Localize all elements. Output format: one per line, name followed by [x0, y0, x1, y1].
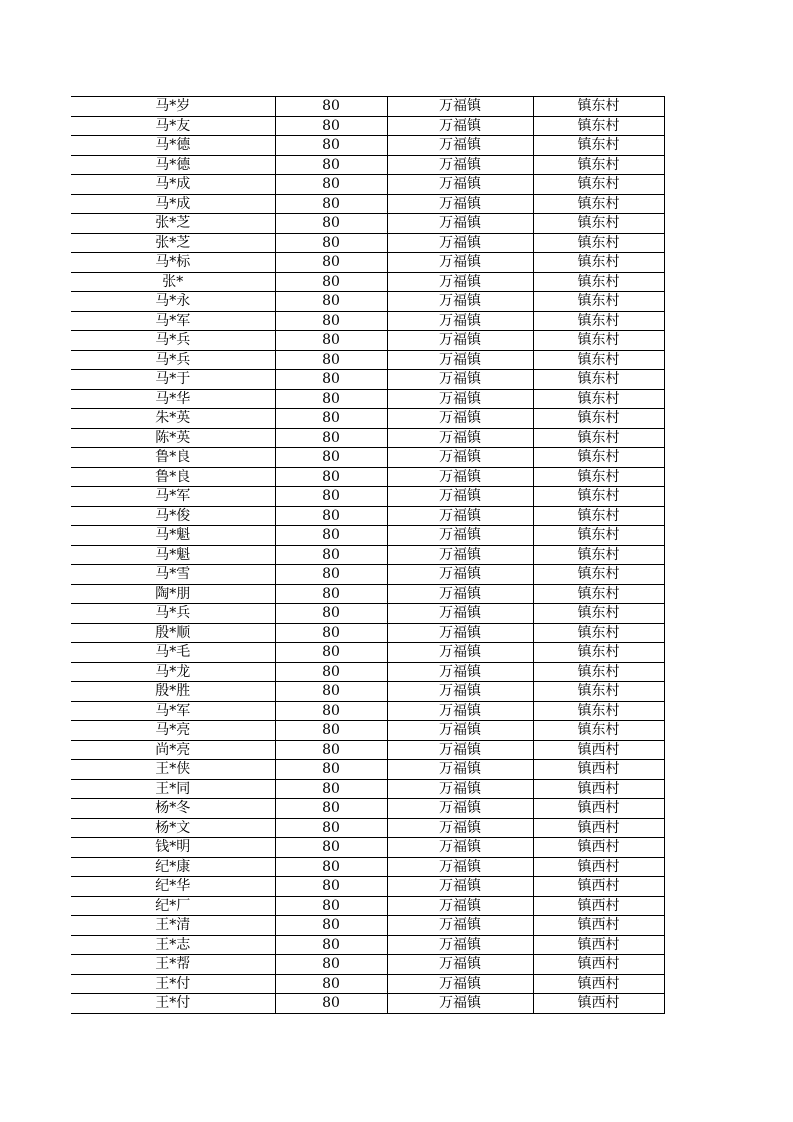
table-row — [71, 604, 664, 624]
amount-cell: 80 — [275, 721, 387, 741]
amount-cell: 80 — [275, 604, 387, 624]
town-cell: 万福镇 — [387, 779, 533, 799]
village-cell: 镇东村 — [533, 292, 664, 312]
table-row — [71, 136, 664, 156]
village-cell: 镇西村 — [533, 994, 664, 1014]
town-cell: 万福镇 — [387, 116, 533, 136]
amount-cell: 80 — [275, 409, 387, 429]
amount-cell: 80 — [275, 779, 387, 799]
village-cell: 镇西村 — [533, 974, 664, 994]
table-row — [71, 409, 664, 429]
table-row — [71, 779, 664, 799]
amount-cell: 80 — [275, 623, 387, 643]
table-row — [71, 194, 664, 214]
table-row — [71, 116, 664, 136]
amount-cell: 80 — [275, 448, 387, 468]
table-row — [71, 643, 664, 663]
village-cell: 镇东村 — [533, 506, 664, 526]
town-cell: 万福镇 — [387, 721, 533, 741]
amount-cell: 80 — [275, 214, 387, 234]
amount-cell: 80 — [275, 116, 387, 136]
town-cell: 万福镇 — [387, 350, 533, 370]
table-row — [71, 253, 664, 273]
amount-cell: 80 — [275, 311, 387, 331]
town-cell: 万福镇 — [387, 331, 533, 351]
table-row — [71, 740, 664, 760]
name-cell: 马*魁 — [71, 545, 275, 565]
table-row — [71, 838, 664, 858]
name-cell: 王*帮 — [71, 955, 275, 975]
village-cell: 镇东村 — [533, 604, 664, 624]
village-cell: 镇东村 — [533, 428, 664, 448]
name-cell: 王*志 — [71, 935, 275, 955]
amount-cell: 80 — [275, 877, 387, 897]
amount-cell: 80 — [275, 857, 387, 877]
name-cell: 马*永 — [71, 292, 275, 312]
name-cell: 朱*英 — [71, 409, 275, 429]
village-cell: 镇东村 — [533, 272, 664, 292]
town-cell: 万福镇 — [387, 214, 533, 234]
town-cell: 万福镇 — [387, 896, 533, 916]
village-cell: 镇东村 — [533, 370, 664, 390]
town-cell: 万福镇 — [387, 701, 533, 721]
name-cell: 钱*明 — [71, 838, 275, 858]
amount-cell: 80 — [275, 896, 387, 916]
amount-cell: 80 — [275, 272, 387, 292]
roster-table — [71, 96, 665, 1014]
village-cell: 镇东村 — [533, 155, 664, 175]
name-cell: 马*德 — [71, 136, 275, 156]
name-cell: 殷*胜 — [71, 682, 275, 702]
village-cell: 镇东村 — [533, 662, 664, 682]
village-cell: 镇东村 — [533, 545, 664, 565]
name-cell: 马*德 — [71, 155, 275, 175]
village-cell: 镇东村 — [533, 389, 664, 409]
amount-cell: 80 — [275, 136, 387, 156]
amount-cell: 80 — [275, 545, 387, 565]
name-cell: 马*兵 — [71, 604, 275, 624]
name-cell: 陈*英 — [71, 428, 275, 448]
village-cell: 镇东村 — [533, 721, 664, 741]
town-cell: 万福镇 — [387, 662, 533, 682]
table-row — [71, 311, 664, 331]
town-cell: 万福镇 — [387, 740, 533, 760]
amount-cell: 80 — [275, 331, 387, 351]
name-cell: 马*标 — [71, 253, 275, 273]
town-cell: 万福镇 — [387, 155, 533, 175]
table-row — [71, 721, 664, 741]
amount-cell: 80 — [275, 974, 387, 994]
town-cell: 万福镇 — [387, 506, 533, 526]
name-cell: 马*成 — [71, 194, 275, 214]
town-cell: 万福镇 — [387, 467, 533, 487]
town-cell: 万福镇 — [387, 604, 533, 624]
town-cell: 万福镇 — [387, 643, 533, 663]
village-cell: 镇东村 — [533, 487, 664, 507]
amount-cell: 80 — [275, 760, 387, 780]
village-cell: 镇西村 — [533, 760, 664, 780]
name-cell: 纪*厂 — [71, 896, 275, 916]
name-cell: 王*清 — [71, 916, 275, 936]
village-cell: 镇西村 — [533, 818, 664, 838]
town-cell: 万福镇 — [387, 545, 533, 565]
table-row — [71, 467, 664, 487]
table-row — [71, 818, 664, 838]
town-cell: 万福镇 — [387, 916, 533, 936]
name-cell: 马*友 — [71, 116, 275, 136]
name-cell: 殷*顺 — [71, 623, 275, 643]
table-row — [71, 662, 664, 682]
table-row — [71, 428, 664, 448]
table-row — [71, 935, 664, 955]
village-cell: 镇东村 — [533, 136, 664, 156]
amount-cell: 80 — [275, 662, 387, 682]
name-cell: 王*付 — [71, 974, 275, 994]
village-cell: 镇东村 — [533, 253, 664, 273]
village-cell: 镇东村 — [533, 584, 664, 604]
name-cell: 马*兵 — [71, 350, 275, 370]
village-cell: 镇东村 — [533, 233, 664, 253]
amount-cell: 80 — [275, 682, 387, 702]
town-cell: 万福镇 — [387, 136, 533, 156]
town-cell: 万福镇 — [387, 526, 533, 546]
name-cell: 马*岁 — [71, 97, 275, 117]
amount-cell: 80 — [275, 916, 387, 936]
village-cell: 镇东村 — [533, 194, 664, 214]
town-cell: 万福镇 — [387, 370, 533, 390]
amount-cell: 80 — [275, 487, 387, 507]
village-cell: 镇东村 — [533, 409, 664, 429]
town-cell: 万福镇 — [387, 428, 533, 448]
name-cell: 张*芝 — [71, 233, 275, 253]
village-cell: 镇东村 — [533, 175, 664, 195]
name-cell: 马*龙 — [71, 662, 275, 682]
village-cell: 镇东村 — [533, 350, 664, 370]
town-cell: 万福镇 — [387, 838, 533, 858]
town-cell: 万福镇 — [387, 253, 533, 273]
amount-cell: 80 — [275, 97, 387, 117]
amount-cell: 80 — [275, 643, 387, 663]
table-row — [71, 175, 664, 195]
amount-cell: 80 — [275, 818, 387, 838]
name-cell: 杨*冬 — [71, 799, 275, 819]
name-cell: 马*俊 — [71, 506, 275, 526]
name-cell: 鲁*良 — [71, 467, 275, 487]
table-row — [71, 799, 664, 819]
name-cell: 鲁*良 — [71, 448, 275, 468]
table-row — [71, 272, 664, 292]
amount-cell: 80 — [275, 994, 387, 1014]
amount-cell: 80 — [275, 701, 387, 721]
table-row — [71, 506, 664, 526]
table-row — [71, 350, 664, 370]
village-cell: 镇东村 — [533, 331, 664, 351]
table-row — [71, 448, 664, 468]
town-cell: 万福镇 — [387, 311, 533, 331]
village-cell: 镇东村 — [533, 565, 664, 585]
table-row — [71, 292, 664, 312]
village-cell: 镇东村 — [533, 214, 664, 234]
name-cell: 马*军 — [71, 311, 275, 331]
table-row — [71, 857, 664, 877]
village-cell: 镇西村 — [533, 740, 664, 760]
amount-cell: 80 — [275, 740, 387, 760]
town-cell: 万福镇 — [387, 584, 533, 604]
name-cell: 尚*亮 — [71, 740, 275, 760]
village-cell: 镇东村 — [533, 526, 664, 546]
town-cell: 万福镇 — [387, 487, 533, 507]
table-row — [71, 916, 664, 936]
amount-cell: 80 — [275, 506, 387, 526]
village-cell: 镇东村 — [533, 467, 664, 487]
name-cell: 马*华 — [71, 389, 275, 409]
village-cell: 镇西村 — [533, 916, 664, 936]
table-row — [71, 896, 664, 916]
amount-cell: 80 — [275, 935, 387, 955]
table-row — [71, 233, 664, 253]
town-cell: 万福镇 — [387, 272, 533, 292]
amount-cell: 80 — [275, 526, 387, 546]
town-cell: 万福镇 — [387, 565, 533, 585]
village-cell: 镇东村 — [533, 701, 664, 721]
village-cell: 镇东村 — [533, 448, 664, 468]
town-cell: 万福镇 — [387, 935, 533, 955]
amount-cell: 80 — [275, 350, 387, 370]
village-cell: 镇西村 — [533, 799, 664, 819]
name-cell: 马*军 — [71, 487, 275, 507]
table-row — [71, 155, 664, 175]
town-cell: 万福镇 — [387, 877, 533, 897]
table-row — [71, 545, 664, 565]
village-cell: 镇东村 — [533, 116, 664, 136]
table-row — [71, 760, 664, 780]
amount-cell: 80 — [275, 467, 387, 487]
amount-cell: 80 — [275, 955, 387, 975]
name-cell: 纪*康 — [71, 857, 275, 877]
table-row — [71, 565, 664, 585]
amount-cell: 80 — [275, 175, 387, 195]
amount-cell: 80 — [275, 194, 387, 214]
town-cell: 万福镇 — [387, 194, 533, 214]
amount-cell: 80 — [275, 233, 387, 253]
table-row — [71, 331, 664, 351]
table-row — [71, 526, 664, 546]
amount-cell: 80 — [275, 799, 387, 819]
table-row — [71, 994, 664, 1014]
table-row — [71, 584, 664, 604]
name-cell: 王*付 — [71, 994, 275, 1014]
town-cell: 万福镇 — [387, 233, 533, 253]
town-cell: 万福镇 — [387, 760, 533, 780]
village-cell: 镇西村 — [533, 955, 664, 975]
table-row — [71, 955, 664, 975]
table-row — [71, 877, 664, 897]
table-row — [71, 623, 664, 643]
town-cell: 万福镇 — [387, 448, 533, 468]
town-cell: 万福镇 — [387, 409, 533, 429]
name-cell: 马*雪 — [71, 565, 275, 585]
name-cell: 杨*文 — [71, 818, 275, 838]
amount-cell: 80 — [275, 838, 387, 858]
name-cell: 张* — [71, 272, 275, 292]
name-cell: 陶*朋 — [71, 584, 275, 604]
village-cell: 镇东村 — [533, 97, 664, 117]
name-cell: 马*成 — [71, 175, 275, 195]
town-cell: 万福镇 — [387, 799, 533, 819]
name-cell: 张*芝 — [71, 214, 275, 234]
village-cell: 镇东村 — [533, 311, 664, 331]
amount-cell: 80 — [275, 565, 387, 585]
table-row — [71, 682, 664, 702]
amount-cell: 80 — [275, 389, 387, 409]
village-cell: 镇东村 — [533, 682, 664, 702]
table-row — [71, 214, 664, 234]
table-row — [71, 487, 664, 507]
table-row — [71, 974, 664, 994]
village-cell: 镇西村 — [533, 935, 664, 955]
town-cell: 万福镇 — [387, 623, 533, 643]
table-row — [71, 97, 664, 117]
name-cell: 马*亮 — [71, 721, 275, 741]
town-cell: 万福镇 — [387, 955, 533, 975]
town-cell: 万福镇 — [387, 994, 533, 1014]
town-cell: 万福镇 — [387, 292, 533, 312]
amount-cell: 80 — [275, 155, 387, 175]
village-cell: 镇东村 — [533, 623, 664, 643]
amount-cell: 80 — [275, 253, 387, 273]
name-cell: 马*兵 — [71, 331, 275, 351]
name-cell: 马*军 — [71, 701, 275, 721]
village-cell: 镇东村 — [533, 643, 664, 663]
village-cell: 镇西村 — [533, 779, 664, 799]
roster-table-body — [71, 97, 664, 1014]
town-cell: 万福镇 — [387, 97, 533, 117]
name-cell: 纪*华 — [71, 877, 275, 897]
amount-cell: 80 — [275, 370, 387, 390]
village-cell: 镇西村 — [533, 838, 664, 858]
town-cell: 万福镇 — [387, 818, 533, 838]
village-cell: 镇西村 — [533, 896, 664, 916]
town-cell: 万福镇 — [387, 389, 533, 409]
amount-cell: 80 — [275, 428, 387, 448]
town-cell: 万福镇 — [387, 175, 533, 195]
village-cell: 镇西村 — [533, 857, 664, 877]
table-row — [71, 370, 664, 390]
table-row — [71, 701, 664, 721]
name-cell: 马*毛 — [71, 643, 275, 663]
name-cell: 王*侠 — [71, 760, 275, 780]
amount-cell: 80 — [275, 584, 387, 604]
amount-cell: 80 — [275, 292, 387, 312]
name-cell: 马*于 — [71, 370, 275, 390]
town-cell: 万福镇 — [387, 857, 533, 877]
name-cell: 马*魁 — [71, 526, 275, 546]
table-row — [71, 389, 664, 409]
village-cell: 镇西村 — [533, 877, 664, 897]
town-cell: 万福镇 — [387, 974, 533, 994]
town-cell: 万福镇 — [387, 682, 533, 702]
name-cell: 王*同 — [71, 779, 275, 799]
